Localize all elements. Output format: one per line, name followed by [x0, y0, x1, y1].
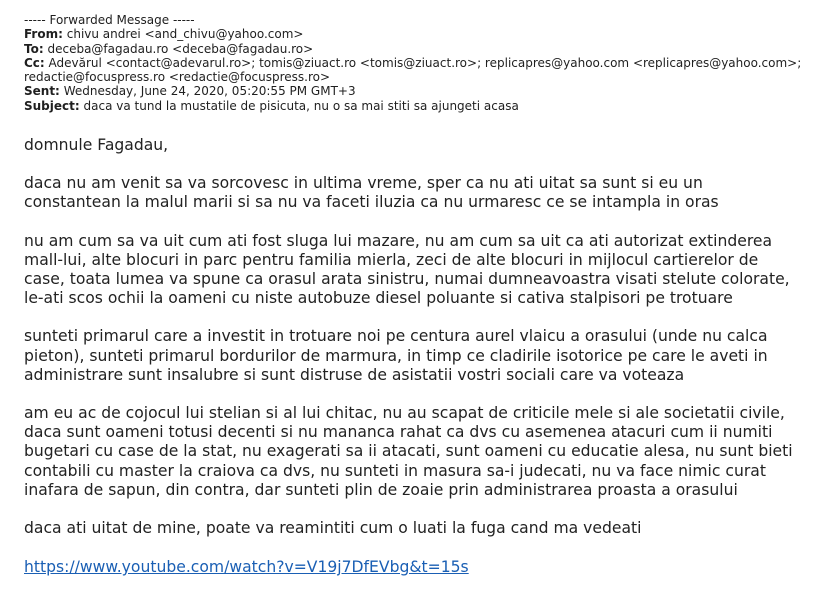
sent-line — [24, 84, 824, 98]
paragraph-line: am eu ac de cojocul lui stelian si al lui chitac, nu au scapat de criticile mele si ale societatii civile, — [24, 404, 785, 423]
paragraph-5: daca ati uitat de mine, poate va reamintiti cum o luati la fuga cand ma vedeati — [24, 519, 642, 538]
forwarded-marker: ----- Forwarded Message ----- — [24, 13, 195, 27]
youtube-link[interactable]: https://www.youtube.com/watch?v=V19j7DfEVbg&t=15s — [24, 558, 469, 577]
sent-label: Sent: — [24, 84, 60, 99]
paragraph-line: daca nu am venit sa va sorcovesc in ultima vreme, sper ca nu ati uitat sa sunt si eu un — [24, 174, 703, 193]
from-value: chivu andrei <and_chivu@yahoo.com> — [66, 27, 304, 42]
paragraph-line: le-ati scos ochii la oameni cu niste autobuze diesel poluante si cativa stalpisori pe trotuare — [24, 289, 733, 308]
subject-line — [24, 99, 824, 113]
paragraph-line: bugetari cu case de la stat, nu exagerati sa ii atacati, sunt oameni cu educatie alesa, nu sunt bieti — [24, 442, 793, 461]
paragraph-line: pieton), sunteti primarul bordurilor de marmura, in timp ce cladirile isotorice pe care le aveti in — [24, 346, 768, 365]
paragraph-2 — [24, 232, 824, 309]
paragraph-line: nu am cum sa va uit cum ati fost sluga lui mazare, nu am cum sa uit ca ati autorizat extinderea — [24, 231, 773, 250]
cc-value: Adevărul <contact@adevarul.ro>; tomis@ziuact.ro <tomis@ziuact.ro>; replicapres@yahoo.com <replicapres@yahoo.com>; — [48, 55, 802, 70]
from-label: From: — [24, 27, 63, 42]
subject-value: daca va tund la mustatile de pisicuta, nu o sa mai stiti sa ajungeti acasa — [83, 98, 519, 113]
message-body — [24, 136, 824, 577]
cc-value-continued: redactie@focuspress.ro <redactie@focuspress.ro> — [24, 70, 331, 85]
to-label: To: — [24, 41, 44, 56]
paragraph-line: contabili cu master la craiova ca dvs, nu sunteti in masura sa-i judecati, nu va face nimic curat — [24, 461, 766, 480]
paragraph-1 — [24, 174, 824, 212]
paragraph-line: daca sunt oameni totusi decenti si nu mananca rahat ca dvs cu asemenea atacuri cum ii numiti — [24, 423, 773, 442]
greeting: domnule Fagadau, — [24, 136, 169, 154]
to-value: deceba@fagadau.ro <deceba@fagadau.ro> — [47, 41, 314, 56]
paragraph-line: sunteti primarul care a investit in trotuare noi pe centura aurel vlaicu a orasului (unde nu calca — [24, 327, 768, 346]
cc-label: Cc: — [24, 55, 45, 70]
link-paragraph — [24, 557, 824, 577]
paragraph-line: constantean la malul marii si sa nu va faceti iluzia ca nu urmaresc ce se intampla in oras — [24, 193, 719, 212]
from-line — [24, 27, 824, 41]
to-line — [24, 42, 824, 56]
sent-value: Wednesday, June 24, 2020, 05:20:55 PM GMT+3 — [63, 84, 356, 99]
cc-line-continued — [24, 70, 824, 84]
cc-line — [24, 56, 824, 70]
subject-label: Subject: — [24, 98, 80, 113]
paragraph-line: inafara de sapun, din contra, dar sunteti plin de zoaie prin administrarea proasta a orasului — [24, 480, 738, 499]
paragraph-line: mall-lui, alte blocuri in parc pentru familia mierla, zeci de alte blocuri in mijlocul cartierelor de — [24, 250, 759, 269]
forwarded-header — [24, 13, 824, 113]
paragraph-line: case, toata lumea va spune ca orasul arata sinistru, numai dumneavoastra visati stelute colorate, — [24, 270, 790, 289]
paragraph-line: administrare sunt insalubre si sunt distruse de asistatii vostri sociali care va voteaza — [24, 365, 685, 384]
paragraph-4 — [24, 404, 824, 500]
paragraph-3 — [24, 327, 824, 385]
